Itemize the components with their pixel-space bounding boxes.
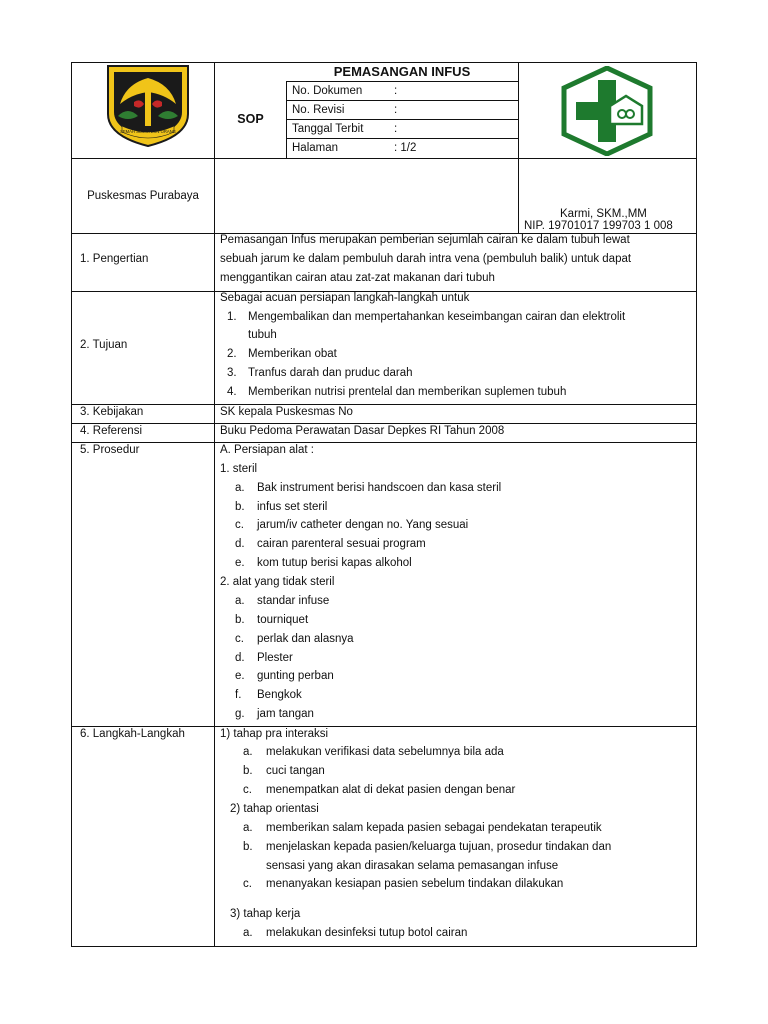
field-label-tanggal: Tanggal Terbit — [292, 123, 364, 135]
langkah-s1-num-a: a. — [243, 746, 253, 758]
tujuan-item-2: Memberikan obat — [248, 348, 337, 360]
field-label-dokumen: No. Dokumen — [292, 85, 363, 97]
prosedur-g2-item-c: perlak dan alasnya — [257, 633, 354, 645]
langkah-s1-item-b: cuci tangan — [266, 765, 325, 777]
prosedur-g1-num-e: e. — [235, 557, 245, 569]
tujuan-item-4: Memberikan nutrisi prentelal dan memberikan suplemen tubuh — [248, 386, 567, 398]
langkah-s2-item-b: menjelaskan kepada pasien/keluarga tujuan, prosedur tindakan dan — [266, 841, 612, 853]
prosedur-g2-item-d: Plester — [257, 652, 293, 664]
prosedur-g1-num-c: c. — [235, 519, 244, 531]
langkah-s3-item-a: melakukan desinfeksi tutup botol cairan — [266, 927, 468, 939]
langkah-stage-3-title: 3) tahap kerja — [230, 908, 301, 920]
prosedur-g2-num-c: c. — [235, 633, 244, 645]
tujuan-item-1-cont: tubuh — [248, 329, 277, 341]
prosedur-heading: A. Persiapan alat : — [220, 444, 314, 456]
langkah-s2-num-b: b. — [243, 841, 253, 853]
signer-nip: NIP. 19701017 199703 1 008 — [524, 220, 673, 232]
langkah-stage-1-title: 1) tahap pra interaksi — [220, 728, 329, 740]
prosedur-g1-num-b: b. — [235, 501, 245, 513]
prosedur-g1-item-e: kom tutup berisi kapas alkohol — [257, 557, 412, 569]
health-cross-logo-icon — [560, 66, 654, 156]
field-value-tanggal: : — [394, 123, 398, 135]
prosedur-g2-num-g: g. — [235, 708, 245, 720]
regional-emblem-icon — [104, 64, 192, 148]
prosedur-g2-item-a: standar infuse — [257, 595, 330, 607]
langkah-s2-item-a: memberikan salam kepada pasien sebagai pendekatan terapeutik — [266, 822, 602, 834]
institution-name: Puskesmas Purabaya — [87, 190, 199, 202]
row-label-prosedur: 5. Prosedur — [80, 444, 140, 456]
prosedur-g1-num-d: d. — [235, 538, 245, 550]
pengertian-line-2: sebuah jarum ke dalam pembuluh darah intra vena (pembuluh balik) untuk dapat — [220, 253, 632, 265]
prosedur-g2-num-b: b. — [235, 614, 245, 626]
sop-label: SOP — [237, 112, 264, 126]
tujuan-intro: Sebagai acuan persiapan langkah-langkah untuk — [220, 292, 470, 304]
langkah-s1-item-c: menempatkan alat di dekat pasien dengan benar — [266, 784, 516, 796]
langkah-s2-item-b-cont: sensasi yang akan dirasakan selama pemasangan infuse — [266, 860, 559, 872]
prosedur-g2-item-f: Bengkok — [257, 689, 302, 701]
kebijakan-text: SK kepala Puskesmas No — [220, 406, 353, 418]
tujuan-num-1: 1. — [227, 311, 237, 323]
prosedur-g1-item-a: Bak instrument berisi handscoen dan kasa steril — [257, 482, 502, 494]
langkah-s2-item-c: menanyakan kesiapan pasien sebelum tindakan dilakukan — [266, 878, 564, 890]
tujuan-num-3: 3. — [227, 367, 237, 379]
pengertian-line-3: menggantikan cairan atau zat-zat makanan dari tubuh — [220, 272, 495, 284]
row-label-referensi: 4. Referensi — [80, 425, 143, 437]
field-value-revisi: : — [394, 104, 398, 116]
prosedur-g1-item-b: infus set steril — [257, 501, 328, 513]
prosedur-g2-num-d: d. — [235, 652, 245, 664]
langkah-s1-item-a: melakukan verifikasi data sebelumnya bila ada — [266, 746, 504, 758]
tujuan-item-1: Mengembalikan dan mempertahankan keseimbangan cairan dan elektrolit — [248, 311, 626, 323]
prosedur-g2-item-g: jam tangan — [257, 708, 314, 720]
signer-name: Karmi, SKM.,MM — [560, 208, 647, 220]
prosedur-g1-item-c: jarum/iv catheter dengan no. Yang sesuai — [257, 519, 469, 531]
row-label-pengertian: 1. Pengertian — [80, 253, 149, 265]
prosedur-g2-num-e: e. — [235, 670, 245, 682]
field-label-revisi: No. Revisi — [292, 104, 345, 116]
referensi-text: Buku Pedoma Perawatan Dasar Depkes RI Tahun 2008 — [220, 425, 505, 437]
row-label-langkah: 6. Langkah-Langkah — [80, 728, 185, 740]
prosedur-group-1-title: 1. steril — [220, 463, 258, 475]
prosedur-g2-num-a: a. — [235, 595, 245, 607]
langkah-s1-num-c: c. — [243, 784, 252, 796]
row-label-kebijakan: 3. Kebijakan — [80, 406, 144, 418]
field-value-halaman: : 1/2 — [394, 142, 417, 154]
tujuan-num-2: 2. — [227, 348, 237, 360]
prosedur-g2-item-b: tourniquet — [257, 614, 309, 626]
langkah-stage-2-title: 2) tahap orientasi — [230, 803, 319, 815]
langkah-s2-num-a: a. — [243, 822, 253, 834]
langkah-s2-num-c: c. — [243, 878, 252, 890]
prosedur-group-2-title: 2. alat yang tidak steril — [220, 576, 335, 588]
field-value-dokumen: : — [394, 85, 398, 97]
prosedur-g2-num-f: f. — [235, 689, 242, 701]
row-label-tujuan: 2. Tujuan — [80, 339, 128, 351]
prosedur-g1-num-a: a. — [235, 482, 245, 494]
emblem-motto: SEMAH SUMIH LON ORANG — [120, 129, 176, 134]
tujuan-num-4: 4. — [227, 386, 237, 398]
document-title: PEMASANGAN INFUS — [333, 64, 471, 79]
field-label-halaman: Halaman — [292, 142, 339, 154]
prosedur-g2-item-e: gunting perban — [257, 670, 334, 682]
langkah-s3-num-a: a. — [243, 927, 253, 939]
prosedur-g1-item-d: cairan parenteral sesuai program — [257, 538, 426, 550]
tujuan-item-3: Tranfus darah dan pruduc darah — [248, 367, 413, 379]
pengertian-line-1: Pemasangan Infus merupakan pemberian sejumlah cairan ke dalam tubuh lewat — [220, 234, 630, 246]
langkah-s1-num-b: b. — [243, 765, 253, 777]
